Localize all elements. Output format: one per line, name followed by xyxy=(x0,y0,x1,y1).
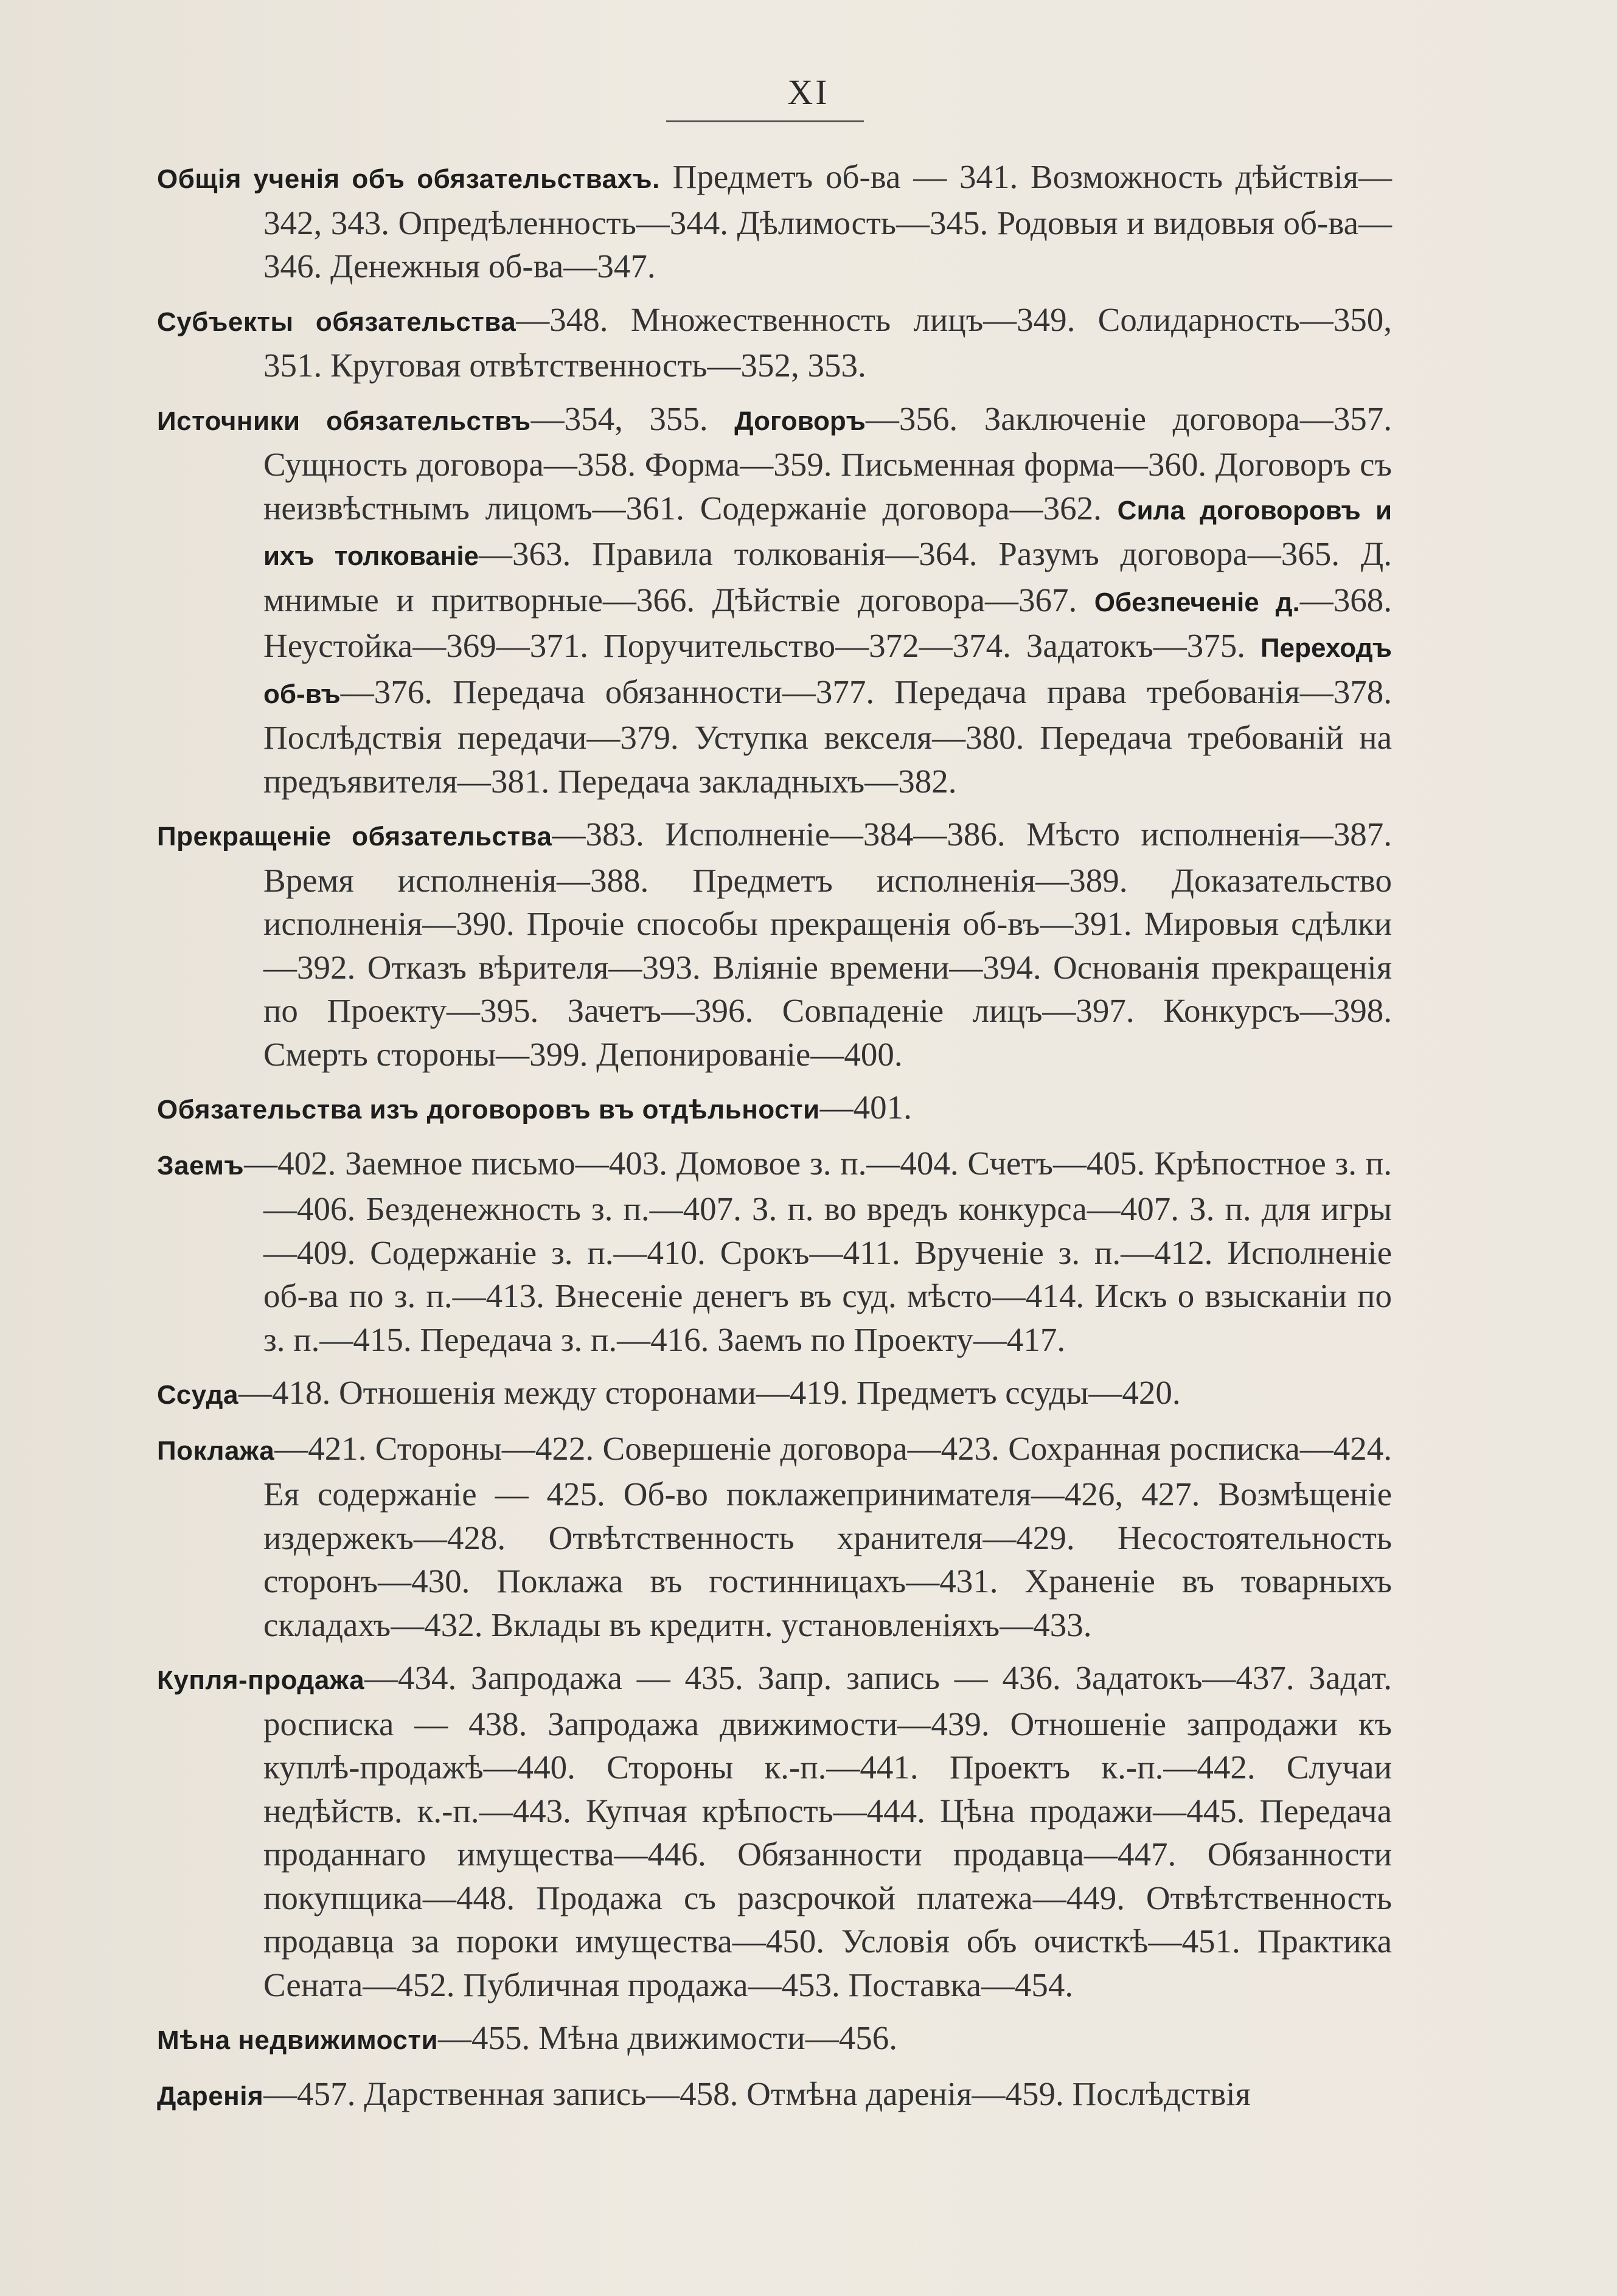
entry-heading: Обязательства изъ договоровъ въ отдѣльности xyxy=(157,1095,820,1125)
entry-text: —363. Правила толкованія—364. Разумъ договора—365. Д. мнимые и притворные—366. Дѣйствіе договора—367. xyxy=(263,535,1392,619)
index-entry xyxy=(157,298,1392,387)
entry-heading: Источники обязательствъ xyxy=(157,406,531,436)
index-content xyxy=(157,155,1392,2128)
index-entry xyxy=(157,397,1392,803)
subsection-heading: Договоръ xyxy=(734,406,866,436)
entry-heading: Мѣна недвижимости xyxy=(157,2025,438,2055)
entry-text: —383. Исполненіе—384—386. Мѣсто исполненія—387. Время исполненія—388. Предметъ исполненія—389. Доказательство исполненія—390. Прочіе способы прекращенія об-въ—391. Мировыя сдѣлки—392. Отказъ вѣрителя—393. Вліяніе времени—394. Основанія прекращенія по Проекту—395. Зачетъ—396. Совпаденіе лицъ—397. Конкурсъ—398. Смерть стороны—399. Депонированіе—400. xyxy=(263,816,1392,1073)
subsection-heading: Сила договоровъ и ихъ толкованіе xyxy=(263,495,1392,571)
entry-text: —356. Заключеніе договора—357. Сущность договора—358. Форма—359. Письменная форма—360. Договоръ съ неизвѣстнымъ лицомъ—361. Содержаніе договора—362. xyxy=(263,400,1392,527)
index-entry xyxy=(157,1086,1392,1132)
entry-heading: Даренія xyxy=(157,2081,264,2111)
entry-text: —348. Множественность лицъ—349. Солидарность—350, 351. Круговая отвѣтственность—352, 353. xyxy=(263,300,1393,384)
entry-heading: Ссуда xyxy=(157,1380,238,1410)
entry-heading: Поклажа xyxy=(157,1435,275,1466)
header-rule xyxy=(666,120,864,122)
entry-text: —401. xyxy=(819,1089,912,1126)
index-entry xyxy=(157,2016,1392,2062)
entry-text: —455. Мѣна движимости—456. xyxy=(438,2019,897,2056)
index-entry xyxy=(157,813,1392,1076)
index-entry xyxy=(157,2072,1392,2118)
index-entry xyxy=(157,1656,1392,2006)
entry-heading: Субъекты обязательства xyxy=(157,307,516,337)
index-entry xyxy=(157,155,1392,288)
entry-text: —368. Неустойка—369—371. Поручительство—372—374. Задатокъ—375. xyxy=(263,581,1392,664)
entry-text: —418. Отношенія между сторонами—419. Предметъ ссуды—420. xyxy=(238,1374,1181,1411)
subsection-heading: Переходъ об-въ xyxy=(263,633,1392,709)
entry-text: —354, 355. xyxy=(530,400,735,437)
entry-text: —421. Стороны—422. Совершеніе договора—423. Сохранная росписка—424. Ея содержаніе — 425. Об-во поклажепринимателя—426, 427. Возмѣщеніе издержекъ—428. Отвѣтственность хранителя—429. Несостоятельность сторонъ—430. Поклажа въ гостинницахъ—431. Храненіе въ товарныхъ складахъ—432. Вклады въ кредитн. установленіяхъ—433. xyxy=(263,1429,1392,1643)
entry-heading: Заемъ xyxy=(157,1150,245,1181)
entry-text: —376. Передача обязанности—377. Передача права требованія—378. Послѣдствія передачи—379. Уступка векселя—380. Передача требованій на предъявителя—381. Передача закладныхъ—382. xyxy=(263,673,1392,800)
entry-text: —457. Дарственная запись—458. Отмѣна даренія—459. Послѣдствія xyxy=(263,2075,1251,2112)
page-number: XI xyxy=(787,72,830,112)
subsection-heading: Обезпеченіе д. xyxy=(1094,587,1300,617)
entry-heading: Прекращеніе обязательства xyxy=(157,822,552,851)
entry-text: —402. Заемное письмо—403. Домовое з. п.—404. Счетъ—405. Крѣпостное з. п.—406. Безденежность з. п.—407. З. п. во вредъ конкурса—407. З. п. для игры—409. Содержаніе з. п.—410. Срокъ—411. Врученіе з. п.—412. Исполненіе об-ва по з. п.—413. Внесеніе денегъ въ суд. мѣсто—414. Искъ о взысканіи по з. п.—415. Передача з. п.—416. Заемъ по Проекту—417. xyxy=(244,1144,1392,1358)
entry-text: Предметъ об-ва — 341. Возможность дѣйствія—342, 343. Опредѣленность—344. Дѣлимость—345. Родовыя и видовыя об-ва—346. Денежныя об-ва—347. xyxy=(263,158,1392,285)
index-entry xyxy=(157,1427,1392,1647)
entry-text: —434. Запродажа — 435. Запр. запись — 436. Задатокъ—437. Задат. росписка — 438. Запродажа движимости—439. Отношеніе запродажи къ куплѣ-продажѣ—440. Стороны к.-п.—441. Проектъ к.-п.—442. Случаи недѣйств. к.-п.—443. Купчая крѣпость—444. Цѣна продажи—445. Передача проданнаго имущества—446. Обязанности продавца—447. Обязанности покупщика—448. Продажа съ разсрочкой платежа—449. Отвѣтственность продавца за пороки имущества—450. Условія объ очисткѣ—451. Практика Сената—452. Публичная продажа—453. Поставка—454. xyxy=(263,1659,1392,2003)
entry-heading: Купля-продажа xyxy=(157,1665,365,1695)
index-entry xyxy=(157,1142,1392,1362)
entry-heading: Общія ученія объ обязательствахъ. xyxy=(157,164,660,194)
index-entry xyxy=(157,1371,1392,1417)
